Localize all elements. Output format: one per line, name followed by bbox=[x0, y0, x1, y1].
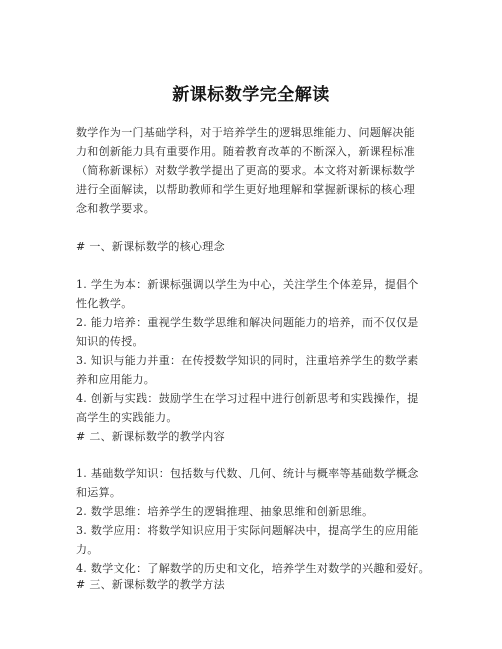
section-core-concepts-list bbox=[76, 275, 446, 427]
list-item: 力。 bbox=[76, 543, 99, 556]
list-item: 性化教学。 bbox=[76, 297, 133, 310]
intro-line: 数学作为一门基础学科，对于培养学生的逻辑思维能力、问题解决能 bbox=[76, 126, 415, 139]
document-title: 新课标数学完全解读 bbox=[172, 85, 330, 105]
intro-paragraph bbox=[76, 123, 446, 218]
list-item: 知识的传授。 bbox=[76, 335, 144, 348]
list-item: 2. 数学思维：培养学生的逻辑推理、抽象思维和创新思维。 bbox=[76, 505, 374, 518]
intro-line: （简称新课标）对数学教学提出了更高的要求。本文将对新课标数学 bbox=[76, 164, 415, 177]
section-teaching-content-list bbox=[76, 464, 446, 578]
intro-line: 进行全面解读，以帮助教师和学生更好地理解和掌握新课标的核心理 bbox=[76, 183, 415, 196]
list-item: 养和应用能力。 bbox=[76, 373, 156, 386]
list-item: 3. 知识与能力并重：在传授数学知识的同时，注重培养学生的数学素 bbox=[76, 354, 419, 367]
list-item: 1. 学生为本：新课标强调以学生为中心，关注学生个体差异，提倡个 bbox=[76, 278, 419, 291]
list-item: 高学生的实践能力。 bbox=[76, 411, 178, 424]
intro-line: 力和创新能力具有重要作用。随着教育改革的不断深入，新课程标准 bbox=[76, 145, 415, 158]
list-item: 3. 数学应用：将数学知识应用于实际问题解决中，提高学生的应用能 bbox=[76, 524, 419, 537]
section-heading-teaching-content: # 二、新课标数学的教学内容 bbox=[76, 430, 225, 443]
section-heading-core-concepts: # 一、新课标数学的核心理念 bbox=[76, 240, 225, 253]
list-item: 1. 基础数学知识：包括数与代数、几何、统计与概率等基础数学概念 bbox=[76, 467, 419, 480]
intro-line: 念和教学要求。 bbox=[76, 202, 156, 215]
list-item: 和运算。 bbox=[76, 486, 122, 499]
section-heading-teaching-methods: # 三、新课标数学的教学方法 bbox=[76, 578, 225, 591]
list-item: 4. 创新与实践：鼓励学生在学习过程中进行创新思考和实践操作，提 bbox=[76, 392, 419, 405]
list-item: 4. 数学文化：了解数学的历史和文化，培养学生对数学的兴趣和爱好。 bbox=[76, 562, 430, 575]
list-item: 2. 能力培养：重视学生数学思维和解决问题能力的培养，而不仅仅是 bbox=[76, 316, 419, 329]
